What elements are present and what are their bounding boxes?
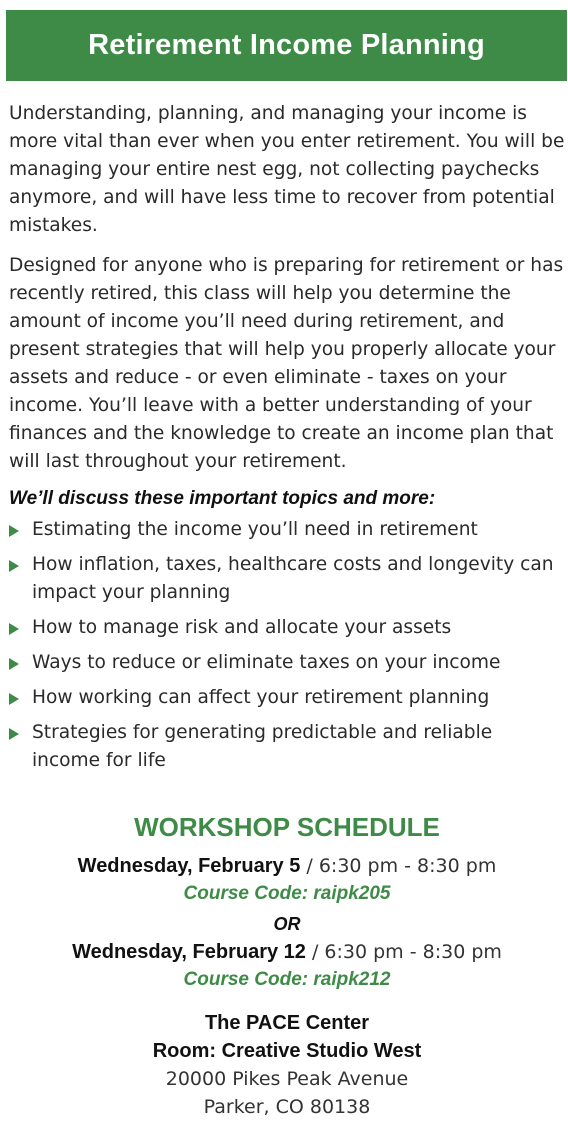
course-code-2: Course Code: raipk212 — [183, 969, 391, 990]
schedule-title: WORKSHOP SCHEDULE — [134, 812, 440, 842]
session-date-2 — [6, 939, 568, 965]
title-banner — [6, 10, 567, 81]
room-name: Room: Creative Studio West — [152, 1040, 422, 1062]
venue-name: The PACE Center — [204, 1012, 370, 1034]
list-item — [9, 551, 565, 607]
main-content — [9, 100, 565, 782]
triangle-bullet-icon — [9, 728, 19, 740]
workshop-schedule — [0, 812, 568, 1121]
page-title: Retirement Income Planning — [88, 29, 485, 61]
topics-list — [9, 516, 565, 775]
topic-text: Strategies for generating predictable and reliable income for life — [32, 722, 493, 771]
list-item — [9, 719, 565, 775]
triangle-bullet-icon — [9, 693, 19, 705]
topic-text: Estimating the income you’ll need in retirement — [32, 519, 478, 540]
topic-text: Ways to reduce or eliminate taxes on your income — [32, 652, 501, 673]
list-item — [9, 684, 565, 712]
session-day: Wednesday, February 5 — [77, 855, 301, 877]
list-item — [9, 614, 565, 642]
session-time: / 6:30 pm - 8:30 pm — [305, 941, 502, 963]
triangle-bullet-icon — [9, 623, 19, 635]
topic-text: How to manage risk and allocate your assets — [32, 617, 452, 638]
topic-text: How inflation, taxes, healthcare costs and longevity can impact your planning — [32, 554, 554, 603]
triangle-bullet-icon — [9, 658, 19, 670]
topics-heading: We’ll discuss these important topics and more: — [9, 488, 436, 509]
triangle-bullet-icon — [9, 560, 19, 572]
list-item — [9, 649, 565, 677]
intro-paragraph-1: Understanding, planning, and managing your income is more vital than ever when you enter retirement. You will be managing your entire nest egg, not collecting paychecks anymore, and will have less time to recover from potential mistakes. — [9, 103, 565, 236]
street-address: 20000 Pikes Peak Avenue — [165, 1068, 409, 1090]
city-address: Parker, CO 80138 — [203, 1096, 371, 1118]
session-time: / 6:30 pm - 8:30 pm — [300, 855, 497, 877]
session-date-1 — [6, 853, 568, 879]
list-item — [9, 516, 565, 544]
topic-text: How working can affect your retirement planning — [32, 687, 490, 708]
course-code-1: Course Code: raipk205 — [183, 883, 391, 904]
triangle-bullet-icon — [9, 525, 19, 537]
intro-paragraph-2: Designed for anyone who is preparing for retirement or has recently retired, this class will help you determine the amount of income you’ll need during retirement, and present strategies that will help you properly allocate your assets and reduce - or even eliminate - taxes on your income. You’ll leave with a better understanding of your finances and the knowledge to create an income plan that will last throughout your retirement. — [9, 255, 564, 472]
session-day: Wednesday, February 12 — [72, 941, 306, 963]
or-separator: OR — [273, 914, 301, 934]
